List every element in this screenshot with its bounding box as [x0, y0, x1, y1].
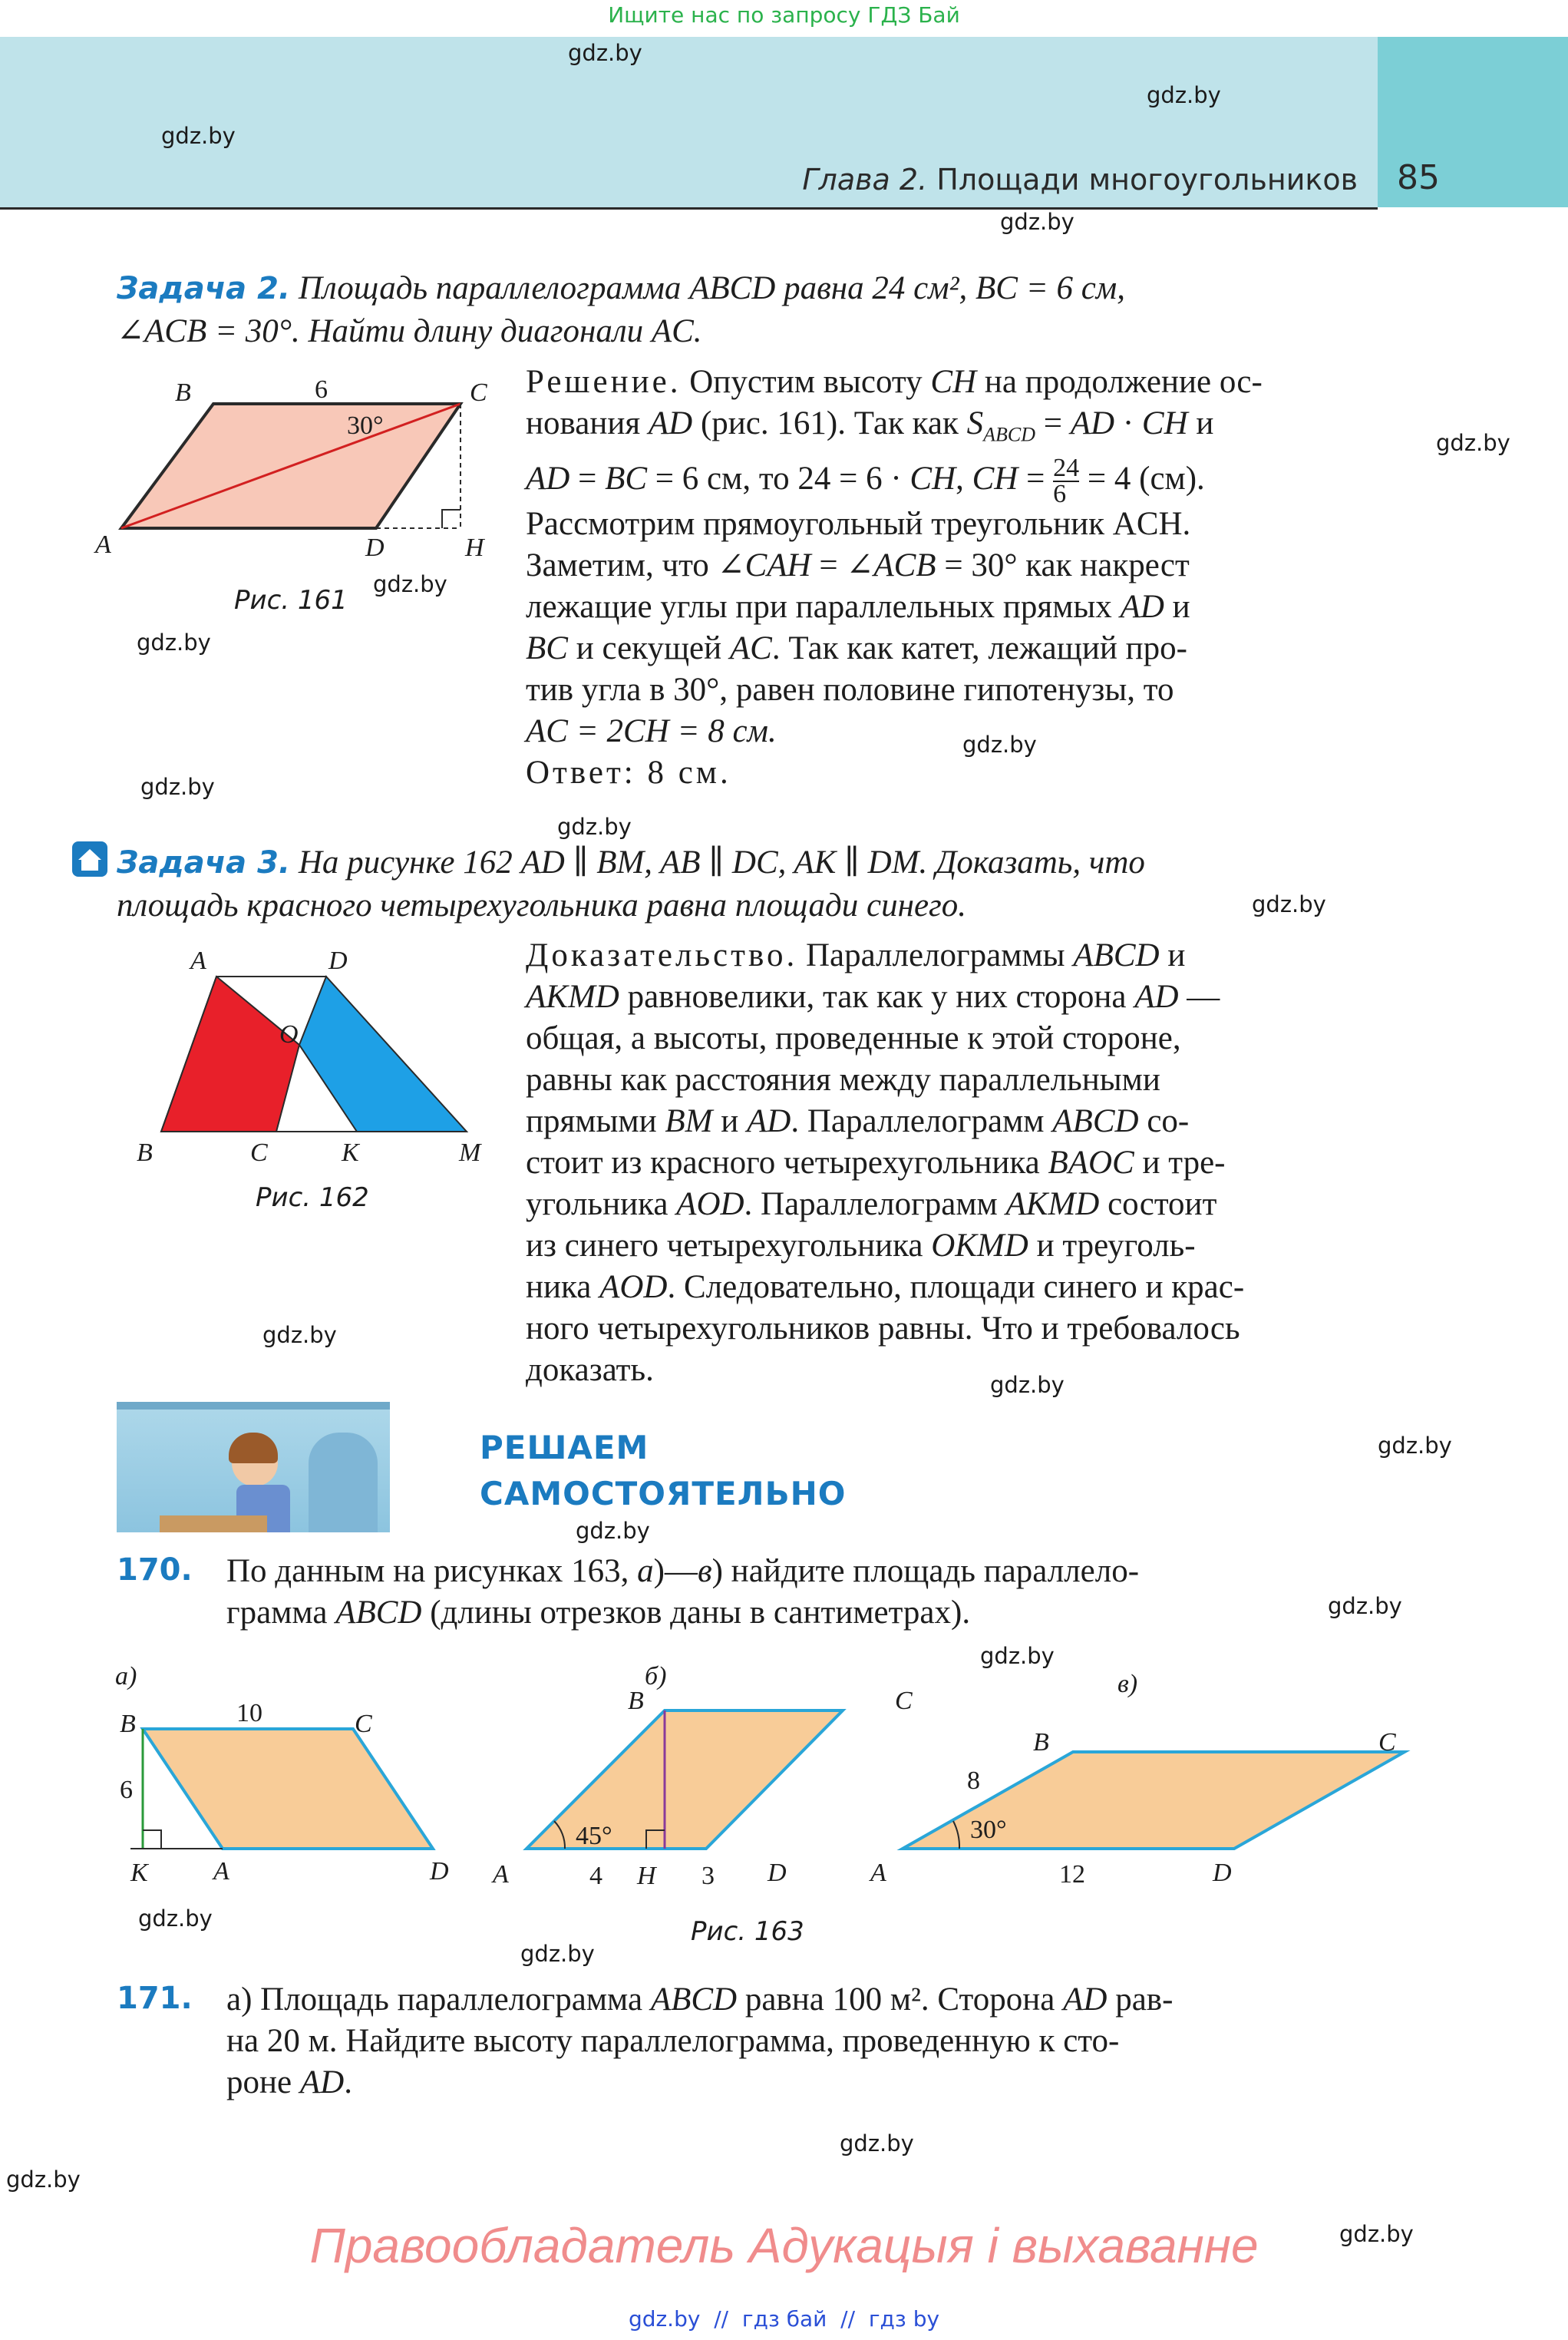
proof-line: ника AOD. Следовательно, площади синего и крас-: [526, 1269, 1245, 1305]
caption-fig-162: Рис. 162: [256, 1182, 369, 1213]
watermark: gdz.by: [1147, 82, 1221, 108]
label-k: K: [130, 1859, 148, 1887]
watermark: gdz.by: [962, 732, 1037, 758]
header-rule: [0, 207, 1378, 210]
watermark: gdz.by: [840, 2130, 914, 2157]
label-a: A: [190, 947, 206, 975]
proof-line: Доказательство. Параллелограммы ABCD и: [526, 937, 1186, 973]
label-d: D: [365, 534, 385, 562]
proof-line: из синего четырехугольника OKMD и треуголь-: [526, 1228, 1196, 1264]
figure-161: [84, 376, 514, 583]
footer-links[interactable]: gdz.by // гдз бай // гдз by: [628, 2306, 940, 2332]
exercise-170-number: 170.: [117, 1552, 193, 1588]
solution-label: Решение.: [526, 364, 682, 400]
answer-line: Ответ: 8 см.: [526, 754, 731, 791]
side-ad-length: 12: [1059, 1860, 1085, 1889]
proof-line: доказать.: [526, 1352, 654, 1388]
label-c: C: [250, 1139, 268, 1167]
solution-line: лежащие углы при параллельных прямых AD и: [526, 588, 1190, 625]
height-bk-length: 6: [120, 1776, 133, 1804]
label-b: B: [175, 378, 191, 407]
side-bc-length: 10: [236, 1699, 262, 1727]
watermark: gdz.by: [138, 1905, 213, 1932]
label-a: A: [870, 1859, 886, 1887]
watermark: gdz.by: [568, 40, 642, 66]
parallelogram-a: [143, 1729, 433, 1849]
exercise-171-line2: на 20 м. Найдите высоту параллелограмма, проведенную к сто-: [226, 2023, 1120, 2059]
watermark: gdz.by: [520, 1941, 595, 1967]
task3-statement: [117, 841, 1375, 927]
exercise-171-text: [226, 1979, 1375, 2104]
label-o: O: [279, 1020, 299, 1049]
proof-line: общая, а высоты, проведенные к этой стороне,: [526, 1020, 1181, 1056]
watermark: gdz.by: [557, 814, 632, 840]
side-ab-length: 8: [967, 1767, 980, 1795]
watermark: gdz.by: [980, 1643, 1055, 1669]
exercise-170-line2: грамма ABCD (длины отрезков даны в сантиметрах).: [226, 1595, 971, 1631]
watermark: gdz.by: [137, 630, 211, 656]
watermark: gdz.by: [161, 123, 236, 149]
task2-statement: [117, 267, 1375, 353]
label-b: B: [137, 1139, 153, 1167]
label-b: B: [628, 1687, 644, 1715]
task3-proof: [526, 935, 1375, 1391]
label-a: A: [213, 1857, 229, 1886]
angle-bad: 30°: [970, 1816, 1007, 1844]
solution-line: Заметим, что ∠CAH = ∠ACB = 30° как накрест: [526, 547, 1190, 583]
caption-fig-163: Рис. 163: [691, 1916, 804, 1947]
label-b: B: [1033, 1728, 1049, 1757]
label-c: C: [1378, 1728, 1396, 1757]
solution-line: тив угла в 30°, равен половине гипотенузы, то: [526, 671, 1174, 708]
fig-b-tag: б): [645, 1662, 667, 1691]
section-illustration: [117, 1402, 390, 1532]
solution-line: BC и секущей AC. Так как катет, лежащий про-: [526, 630, 1187, 666]
exercise-171-line1: а) Площадь параллелограмма ABCD равна 100 м². Сторона AD рав-: [226, 1981, 1174, 2018]
exercise-171-line3: роне AD.: [226, 2064, 352, 2100]
house-icon-glyph: [72, 841, 107, 877]
label-k: K: [342, 1139, 359, 1167]
label-c: C: [355, 1710, 372, 1738]
solution-line: AC = 2CH = 8 см.: [526, 712, 777, 749]
watermark: gdz.by: [990, 1372, 1065, 1398]
top-banner[interactable]: Ищите нас по запросу ГДЗ Бай: [608, 2, 960, 28]
label-d: D: [1213, 1859, 1232, 1887]
task2-solution: [526, 362, 1375, 794]
parallelogram-b: [527, 1710, 843, 1849]
label-m: M: [459, 1139, 481, 1167]
proof-line: прямыми BM и AD. Параллелограмм ABCD со-: [526, 1103, 1190, 1139]
proof-line: стоит из красного четырехугольника BAOC и тре-: [526, 1145, 1226, 1181]
side-bc-length: 6: [315, 376, 328, 404]
figure-163c: [867, 1658, 1420, 1889]
task2-statement-line2: ∠ACB = 30°. Найти длину диагонали AC.: [117, 313, 702, 349]
label-d: D: [430, 1857, 449, 1886]
proof-line: AKMD равновелики, так как у них сторона AD —: [526, 979, 1220, 1015]
desk: [160, 1515, 267, 1532]
house-icon: [72, 841, 107, 877]
label-a: A: [493, 1860, 509, 1889]
rights-holder: Правообладатель Адукацыя і выхаванне: [309, 2218, 1259, 2273]
page-number: 85: [1397, 158, 1440, 197]
proof-line: ного четырехугольников равны. Что и требовалось: [526, 1310, 1240, 1347]
task2-statement-line1: Площадь параллелограмма ABCD равна 24 см², BC = 6 см,: [298, 270, 1125, 306]
window-frame: [117, 1402, 390, 1410]
solution-line: AD = BC = 6 см, то 24 = 6 · CH, CH = $\frac{24}{6}$ = 4 (см).: [526, 453, 1205, 508]
background-people: [309, 1433, 378, 1532]
label-h: H: [637, 1862, 656, 1889]
fig-a-tag: а): [115, 1662, 137, 1691]
figure-162: [130, 937, 514, 1182]
angle-bah: 45°: [576, 1822, 612, 1850]
segment-hd-length: 3: [701, 1862, 715, 1889]
label-d: D: [767, 1859, 787, 1887]
task3-statement-line2: площадь красного четырехугольника равна площади синего.: [117, 887, 967, 924]
watermark: gdz.by: [262, 1322, 337, 1348]
exercise-171-number: 171.: [117, 1981, 193, 2016]
label-c: C: [470, 378, 487, 407]
watermark: gdz.by: [1000, 209, 1074, 235]
solution-line: нования AD (рис. 161). Так как $S_{ABCD}$ = AD · CH и: [526, 405, 1214, 446]
solution-line: Решение. Опустим высоту CH на продолжение ос-: [526, 364, 1263, 400]
exercise-170-line1: По данным на рисунках 163, а)—в) найдите площадь параллело-: [226, 1553, 1140, 1589]
watermark: gdz.by: [6, 2166, 81, 2193]
chapter-heading: [802, 163, 1358, 197]
student-hair: [229, 1433, 278, 1463]
watermark: gdz.by: [1328, 1593, 1402, 1619]
watermark: gdz.by: [1436, 430, 1510, 456]
watermark: gdz.by: [140, 774, 215, 800]
task3-statement-line1: На рисунке 162 AD ∥ BM, AB ∥ DC, AK ∥ DM. Доказать, что: [298, 844, 1145, 881]
angle-acb: 30°: [347, 411, 384, 440]
section-title: [480, 1425, 846, 1517]
caption-fig-161: Рис. 161: [234, 585, 348, 616]
task3-title: Задача 3.: [117, 845, 291, 881]
right-angle-mark: [143, 1830, 161, 1849]
watermark: gdz.by: [1339, 2221, 1414, 2247]
solution-line: Рассмотрим прямоугольный треугольник ACH.: [526, 505, 1191, 542]
right-angle-mark: [442, 510, 460, 528]
figure-163a: [107, 1658, 460, 1889]
exercise-170-text: [226, 1551, 1375, 1634]
label-a: A: [95, 530, 111, 559]
label-c: C: [895, 1687, 913, 1715]
chapter-title: Площади многоугольников: [936, 163, 1358, 197]
proof-line: угольника AOD. Параллелограмм AKMD состоит: [526, 1186, 1217, 1222]
segment-ah-length: 4: [589, 1862, 602, 1889]
chapter-label: Глава 2.: [802, 163, 928, 197]
section-title-line2: САМОСТОЯТЕЛЬНО: [480, 1475, 847, 1512]
label-h: H: [465, 534, 484, 562]
fig-c-tag: в): [1117, 1670, 1138, 1698]
label-d: D: [328, 947, 348, 975]
proof-line: равны как расстояния между параллельными: [526, 1062, 1160, 1098]
section-title-line1: РЕШАЕМ: [480, 1429, 649, 1466]
watermark: gdz.by: [1252, 891, 1326, 917]
watermark: gdz.by: [1378, 1433, 1452, 1459]
watermark: gdz.by: [576, 1518, 650, 1544]
task2-title: Задача 2.: [117, 271, 291, 306]
watermark: gdz.by: [373, 571, 447, 597]
label-b: B: [120, 1710, 136, 1738]
proof-label: Доказательство.: [526, 937, 798, 973]
